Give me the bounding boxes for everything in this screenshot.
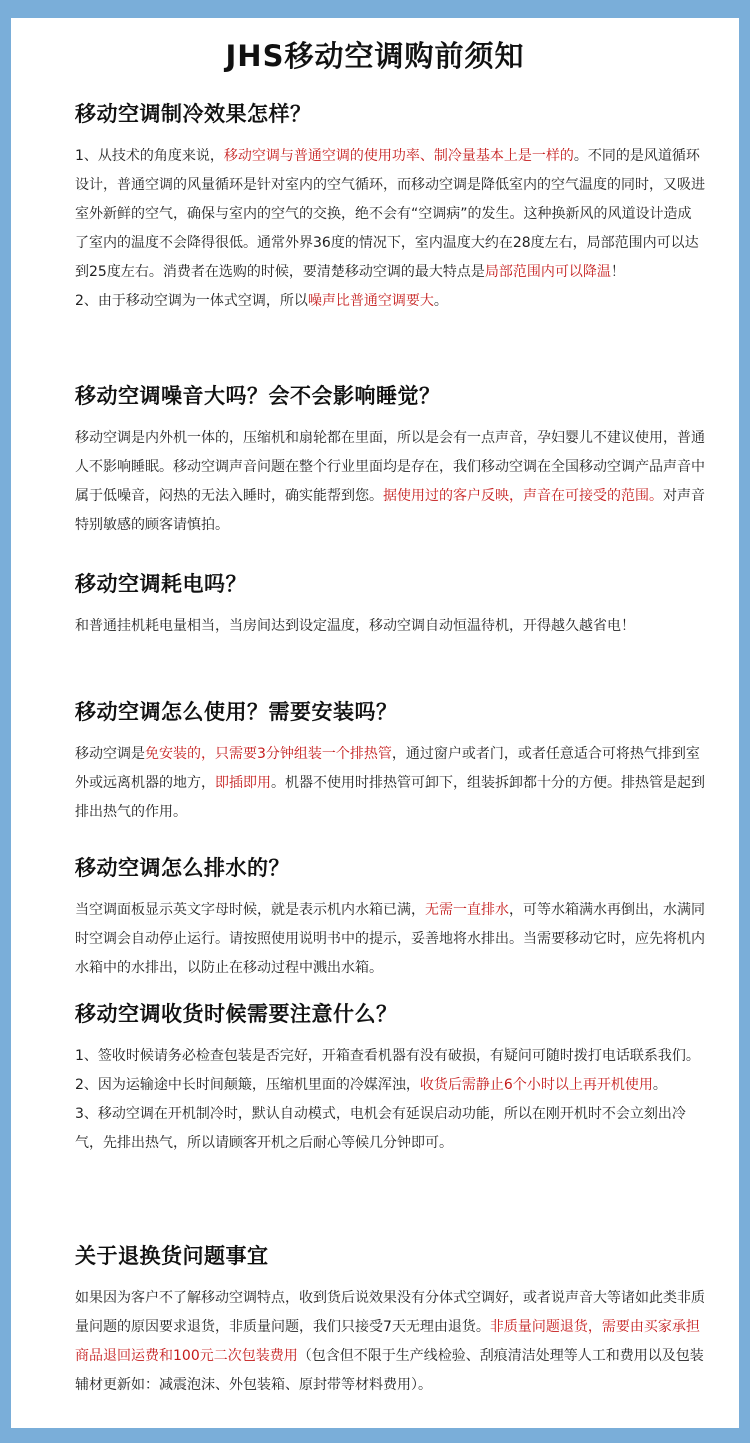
section-paragraph: 2、由于移动空调为一体式空调，所以噪声比普通空调要大。 [75,293,448,309]
section-heading: 移动空调制冷效果怎样？ [75,102,312,126]
section-paragraph: 1、从技术的角度来说，移动空调与普通空调的使用功率、制冷量基本上是一样的。不同的是风道循环设计，普通空调的风量循环是针对室内的空气循环，而移动空调是降低室内的空气温度的同时，又吸进室外新鲜的空气，确保与室内的空气的交换，绝不会有“空调病”的发生。这种换新风的风道设计造成了室内的温度不会降得很低。通常外界36度的情况下，室内温度大约在28度左右，局部范围内可以达到25度左右。消费者在选购的时候，要清楚移动空调的最大特点是局部范围内可以降温！ [75,148,705,280]
section-heading: 移动空调怎么排水的？ [75,856,290,880]
section-paragraph: 3、移动空调在开机制冷时，默认自动模式，电机会有延误启动功能，所以在刚开机时不会立刻出冷气，先排出热气，所以请顾客开机之后耐心等候几分钟即可。 [75,1106,686,1151]
section-heading: 移动空调怎么使用？需要安装吗？ [75,700,398,724]
section-paragraph: 移动空调是免安装的，只需要3分钟组装一个排热管，通过窗户或者门，或者任意适合可将热气排到室外或远离机器的地方，即插即用。机器不使用时排热管可卸下，组装拆卸都十分的方便。排热管是起到排出热气的作用。 [75,746,705,820]
section-heading: 移动空调耗电吗？ [75,572,247,596]
section-paragraph: 2、因为运输途中长时间颠簸，压缩机里面的冷媒浑浊，收货后需静止6个小时以上再开机使用。 [75,1077,667,1093]
section-drainage [75,852,705,983]
section-receiving [75,998,705,1158]
section-heading: 关于退换货问题事宜 [75,1244,269,1268]
section-paragraph: 和普通挂机耗电量相当，当房间达到设定温度，移动空调自动恒温待机，开得越久越省电！ [75,618,635,634]
section-cooling [75,98,705,316]
section-paragraph: 如果因为客户不了解移动空调特点，收到货后说效果没有分体式空调好，或者说声音大等诸如此类非质量问题的原因要求退货，非质量问题，我们只接受7天无理由退货。非质量问题退货，需要由买家承担商品退回运费和100元二次包装费用（包含但不限于生产线检验、刮痕清洁处理等人工和费用以及包装辅材更新如：减震泡沫、外包装箱、原封带等材料费用）。 [75,1290,705,1393]
section-paragraph: 移动空调是内外机一体的，压缩机和扇轮都在里面，所以是会有一点声音，孕妇婴儿不建议使用，普通人不影响睡眠。移动空调声音问题在整个行业里面均是存在，我们移动空调在全国移动空调产品声音中属于低噪音，闷热的无法入睡时，确实能帮到您。据使用过的客户反映，声音在可接受的范围。对声音特别敏感的顾客请慎拍。 [75,430,705,533]
section-noise [75,380,705,540]
section-returns [75,1240,705,1400]
section-heading: 移动空调收货时候需要注意什么？ [75,1002,398,1026]
section-power [75,568,705,641]
section-paragraph: 当空调面板显示英文字母时候，就是表示机内水箱已满，无需一直排水，可等水箱满水再倒出，水满同时空调会自动停止运行。请按照使用说明书中的提示，妥善地将水排出。当需要移动它时，应先将机内水箱中的水排出，以防止在移动过程中溅出水箱。 [75,902,705,976]
notice-card [11,18,739,1428]
section-heading: 移动空调噪音大吗？会不会影响睡觉？ [75,384,441,408]
page-title: JHS移动空调购前须知 [225,39,525,73]
section-usage [75,696,705,827]
section-paragraph: 1、签收时候请务必检查包装是否完好，开箱查看机器有没有破损，有疑问可随时拨打电话联系我们。 [75,1048,700,1064]
